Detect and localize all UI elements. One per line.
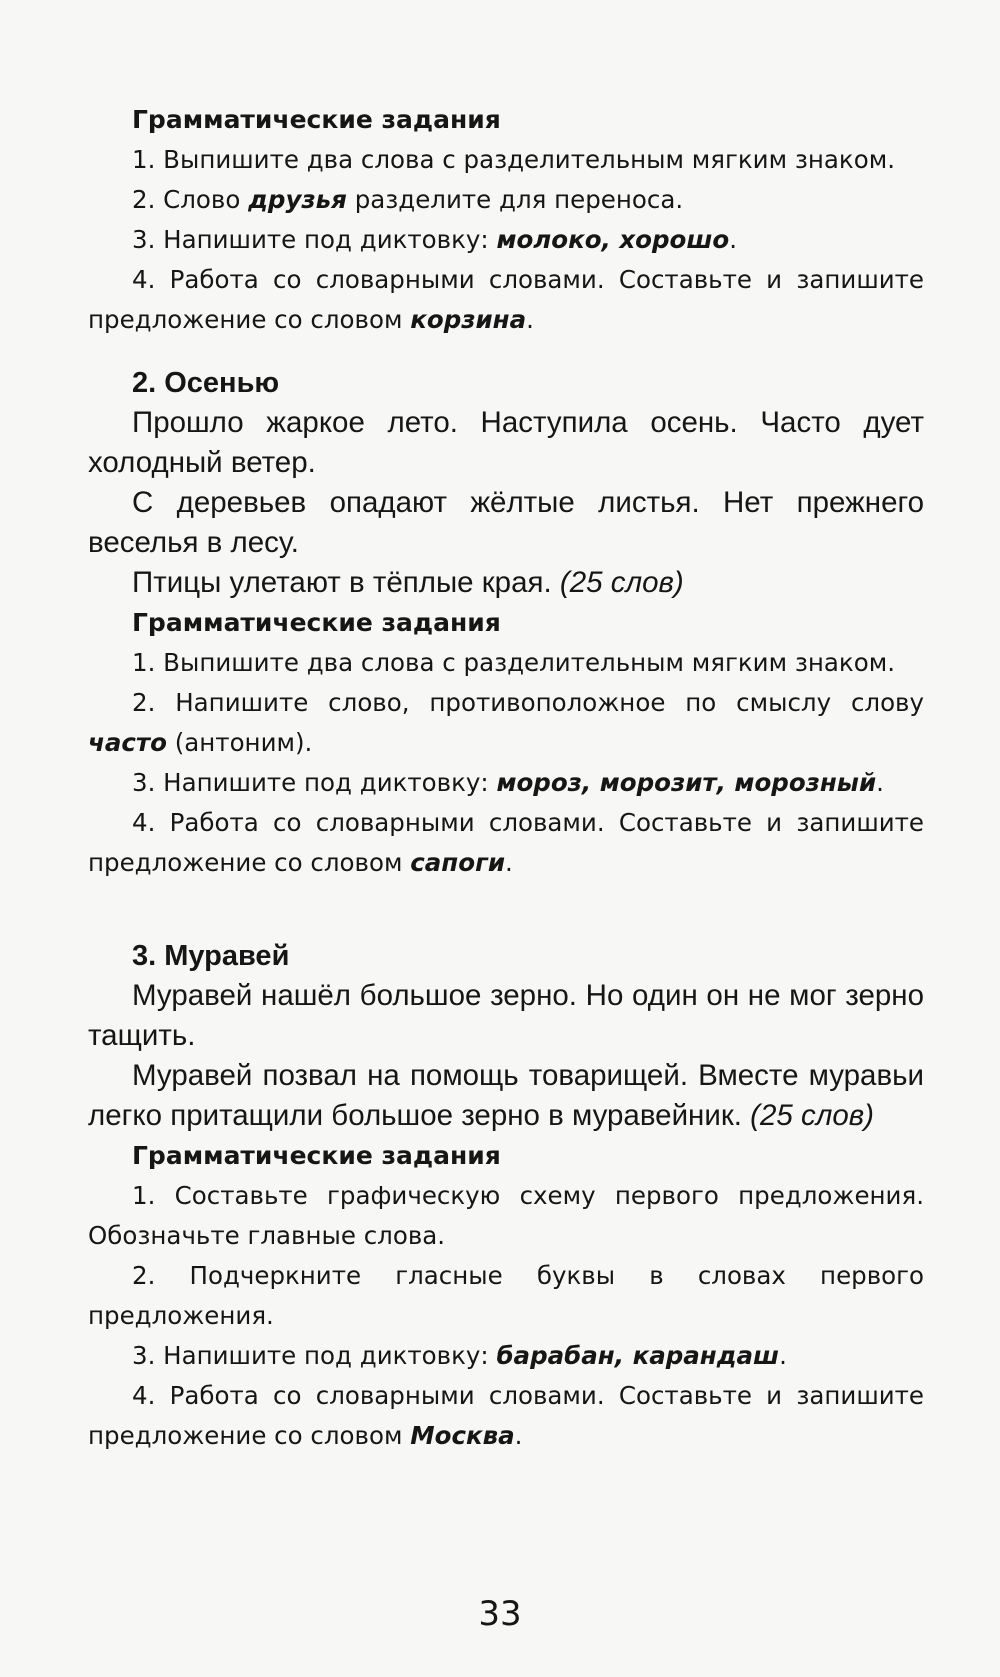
dictation-paragraph: С деревьев опадают жёлтые листья. Нет прежнего веселья в лесу. bbox=[88, 486, 924, 559]
task-item: 4. Работа со словарными словами. Составьте и запишите предложение со словом Москва. bbox=[88, 1381, 924, 1450]
grammar-tasks-heading: Грамматические задания bbox=[132, 105, 501, 134]
grammar-tasks-heading: Грамматические задания bbox=[132, 1141, 501, 1170]
section-1 bbox=[88, 100, 924, 340]
section-3 bbox=[88, 936, 924, 1456]
grammar-tasks-heading: Грамматические задания bbox=[132, 608, 501, 637]
dictation-paragraph: Муравей нашёл большое зерно. Но один он не мог зерно тащить. bbox=[88, 979, 924, 1052]
page-number: 33 bbox=[478, 1594, 522, 1634]
task-item: 4. Работа со словарными словами. Составьте и запишите предложение со словом сапоги. bbox=[88, 808, 924, 877]
dictation-paragraph: Птицы улетают в тёплые края. (25 слов) bbox=[132, 566, 684, 599]
task-item: 1. Составьте графическую схему первого предложения. Обозначьте главные слова. bbox=[88, 1181, 924, 1250]
task-item: 2. Напишите слово, противоположное по смыслу слову часто (антоним). bbox=[88, 688, 924, 757]
task-item: 1. Выпишите два слова с разделительным мягким знаком. bbox=[132, 145, 895, 174]
section-2 bbox=[88, 363, 924, 883]
dictation-paragraph: Прошло жаркое лето. Наступила осень. Часто дует холодный ветер. bbox=[88, 406, 924, 479]
dictation-paragraph: Муравей позвал на помощь товарищей. Вместе муравьи легко притащили большое зерно в муравейник. (25 слов) bbox=[88, 1059, 924, 1132]
task-item: 3. Напишите под диктовку: молоко, хорошо. bbox=[132, 225, 738, 254]
task-item: 2. Подчеркните гласные буквы в словах первого предложения. bbox=[88, 1261, 924, 1330]
task-item: 3. Напишите под диктовку: мороз, морозит, морозный. bbox=[132, 768, 884, 797]
word-count: (25 слов) bbox=[750, 1099, 874, 1132]
task-item: 4. Работа со словарными словами. Составьте и запишите предложение со словом корзина. bbox=[88, 265, 924, 334]
dictation-title: 3. Муравей bbox=[132, 940, 290, 972]
task-item: 2. Слово друзья разделите для переноса. bbox=[132, 185, 684, 214]
dictation-title: 2. Осенью bbox=[132, 367, 280, 399]
task-item: 1. Выпишите два слова с разделительным мягким знаком. bbox=[132, 648, 895, 677]
word-count: (25 слов) bbox=[559, 566, 684, 599]
task-item: 3. Напишите под диктовку: барабан, карандаш. bbox=[132, 1341, 787, 1370]
